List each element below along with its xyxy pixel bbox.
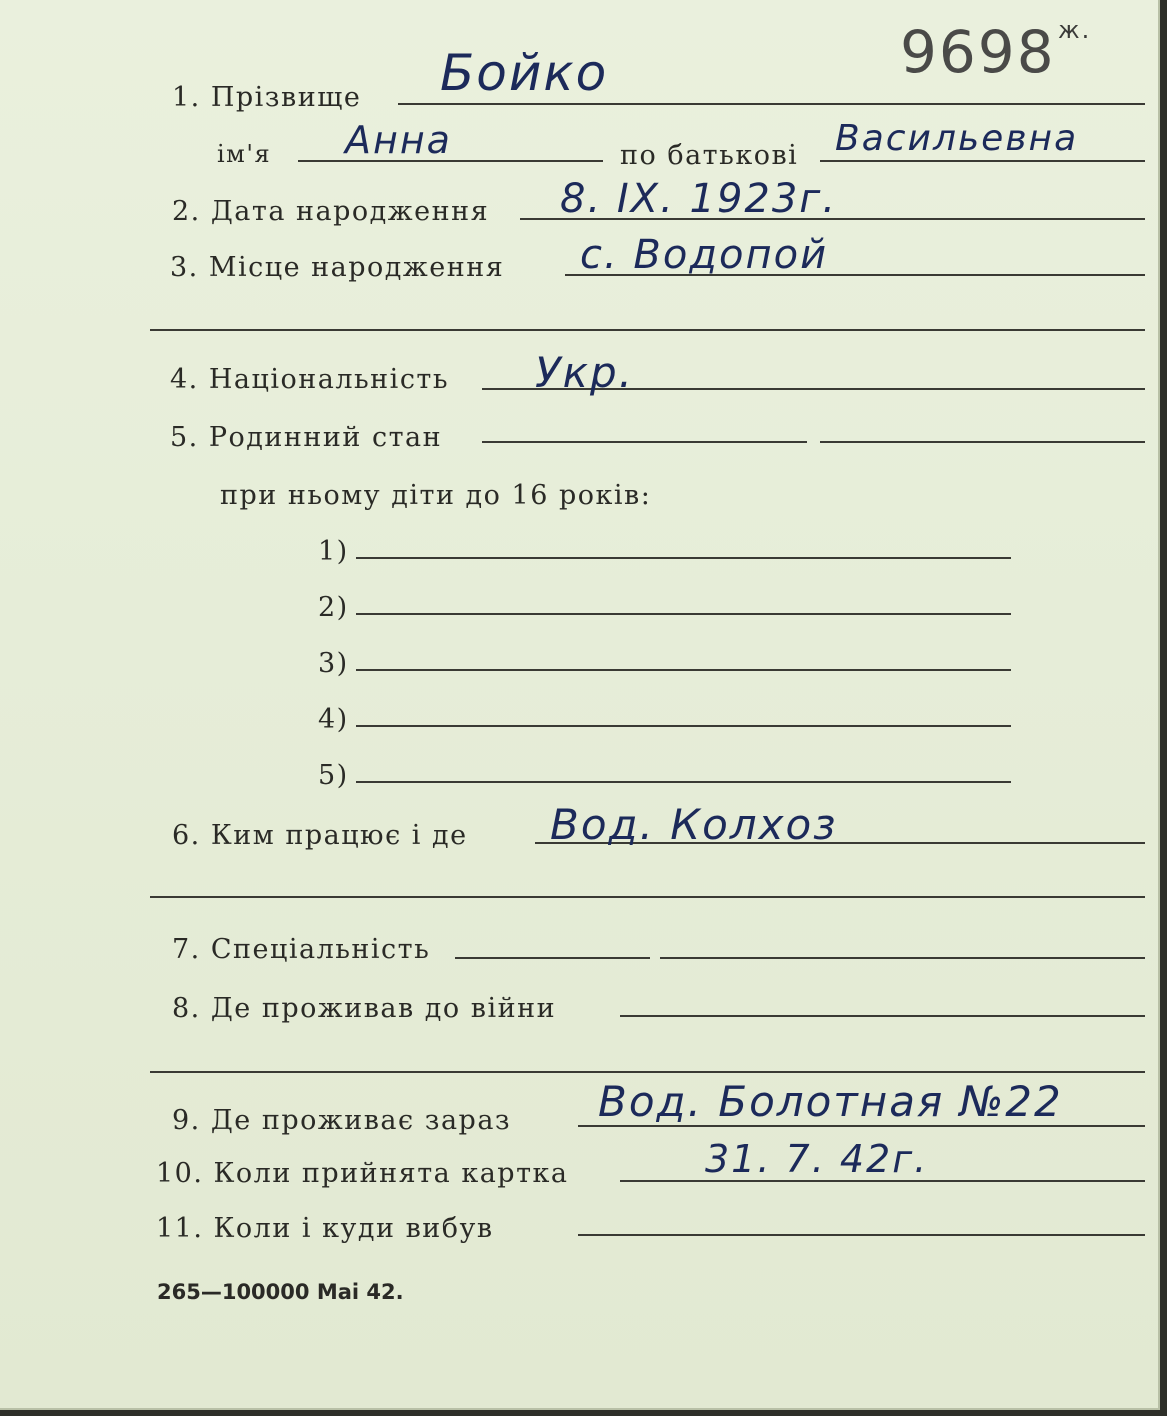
birth-place-line-2 (150, 329, 1145, 331)
surname-line (398, 103, 1145, 105)
patronymic-label: по батькові (620, 140, 799, 171)
nationality-value[interactable]: Укр. (535, 348, 634, 397)
patronymic-line (820, 160, 1145, 162)
surname-label: 1. Прізвище (172, 82, 362, 113)
prewar-line (620, 1015, 1145, 1017)
print-code: 265—100000 Mai 42. (157, 1280, 404, 1304)
first-name-value[interactable]: Анна (345, 118, 452, 162)
occupation-label: 6. Ким працює і де (172, 820, 468, 851)
child-3-line (356, 669, 1011, 671)
prewar-line-2 (150, 1071, 1145, 1073)
child-1-label: 1) (318, 536, 349, 567)
card-accepted-value[interactable]: 31. 7. 42г. (705, 1137, 929, 1181)
patronymic-value[interactable]: Васильевна (835, 118, 1079, 159)
birth-place-value[interactable]: с. Водопой (580, 232, 829, 278)
departed-line (578, 1234, 1145, 1236)
specialty-label: 7. Спеціальність (172, 934, 431, 965)
current-value[interactable]: Вод. Болотная №22 (598, 1077, 1063, 1126)
marital-line-1 (482, 441, 807, 443)
birth-date-value[interactable]: 8. IX. 1923г. (560, 176, 838, 222)
first-name-label: ім'я (217, 140, 272, 168)
marital-line-2 (820, 441, 1145, 443)
occupation-line-2 (150, 896, 1145, 898)
surname-value[interactable]: Бойко (440, 44, 609, 102)
specialty-line-1 (455, 957, 650, 959)
specialty-line-2 (660, 957, 1145, 959)
birth-place-label: 3. Місце народження (170, 252, 505, 283)
child-5-line (356, 781, 1011, 783)
nationality-label: 4. Національність (170, 364, 450, 395)
child-4-label: 4) (318, 704, 349, 735)
current-label: 9. Де проживає зараз (172, 1105, 512, 1136)
marital-label: 5. Родинний стан (170, 422, 443, 453)
card-number: 9698 (900, 18, 1056, 86)
occupation-value[interactable]: Вод. Колхоз (550, 800, 838, 849)
child-2-label: 2) (318, 592, 349, 623)
child-1-line (356, 557, 1011, 559)
prewar-label: 8. Де проживав до війни (172, 993, 557, 1024)
child-2-line (356, 613, 1011, 615)
children-label: при ньому діти до 16 років: (220, 480, 652, 511)
child-3-label: 3) (318, 648, 349, 679)
birth-date-label: 2. Дата народження (172, 196, 490, 227)
child-5-label: 5) (318, 760, 349, 791)
departed-label: 11. Коли і куди вибув (156, 1213, 494, 1244)
card-number-suffix: ж. (1058, 16, 1092, 44)
child-4-line (356, 725, 1011, 727)
card-accepted-label: 10. Коли прийнята картка (156, 1158, 569, 1189)
